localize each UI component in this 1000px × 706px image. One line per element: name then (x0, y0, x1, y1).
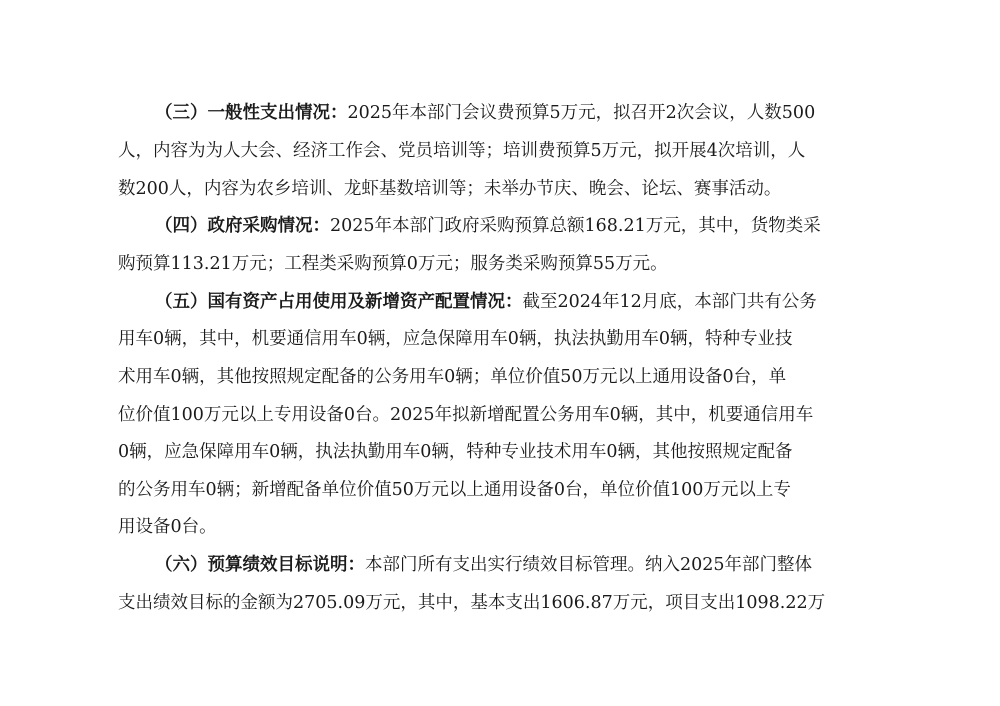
section-performance-line-1 (0, 550, 1000, 580)
section-heading-general-expense: （三）一般性支出情况： (155, 103, 348, 123)
section-assets-line-7: 用设备0台。 (118, 517, 217, 537)
section-procurement-line-1 (0, 211, 1000, 241)
section-heading-procurement: （四）政府采购情况： (155, 216, 330, 236)
paragraph-text: 2025年本部门政府采购预算总额168.21万元，其中，货物类采 (330, 216, 821, 236)
section-general-expense-line-3: 数200人，内容为农乡培训、龙虾基数培训等；未举办节庆、晚会、论坛、赛事活动。 (118, 179, 782, 199)
section-assets-line-6: 的公务用车0辆；新增配备单位价值50万元以上通用设备0台，单位价值100万元以上专 (118, 480, 791, 500)
section-general-expense-line-1 (0, 98, 1000, 128)
section-assets-line-4: 位价值100万元以上专用设备0台。2025年拟新增配置公务用车0辆，其中，机要通信用车 (118, 405, 814, 425)
paragraph-text: 2025年本部门会议费预算5万元，拟召开2次会议，人数500 (347, 103, 816, 123)
paragraph-text: 本部门所有支出实行绩效目标管理。纳入2025年部门整体 (365, 555, 813, 575)
section-assets-line-1 (0, 287, 1000, 317)
paragraph-text: 截至2024年12月底，本部门共有公务 (522, 292, 817, 312)
section-assets-line-2: 用车0辆，其中，机要通信用车0辆，应急保障用车0辆，执法执勤用车0辆，特种专业技 (118, 329, 793, 349)
section-performance-line-2: 支出绩效目标的金额为2705.09万元，其中，基本支出1606.87万元，项目支出1098.22万 (118, 593, 826, 613)
section-heading-performance: （六）预算绩效目标说明： (155, 555, 365, 575)
section-assets-line-3: 术用车0辆，其他按照规定配备的公务用车0辆；单位价值50万元以上通用设备0台，单 (118, 367, 787, 387)
section-procurement-line-2: 购预算113.21万元；工程类采购预算0万元；服务类采购预算55万元。 (118, 254, 668, 274)
section-heading-assets: （五）国有资产占用使用及新增资产配置情况： (155, 292, 523, 312)
section-general-expense-line-2: 人，内容为为人大会、经济工作会、党员培训等；培训费预算5万元，拟开展4次培训，人 (118, 141, 806, 161)
section-assets-line-5: 0辆，应急保障用车0辆，执法执勤用车0辆，特种专业技术用车0辆，其他按照规定配备 (118, 442, 793, 462)
